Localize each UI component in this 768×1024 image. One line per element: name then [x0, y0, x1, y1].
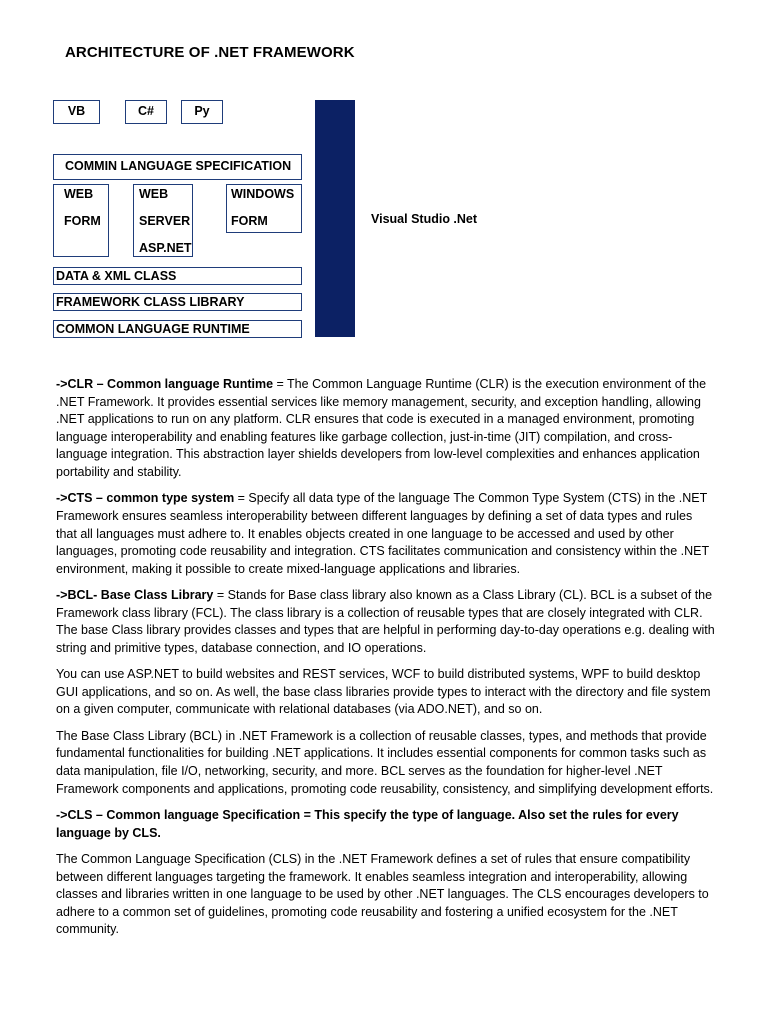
bcl-more-paragraph: The Base Class Library (BCL) in .NET Framework is a collection of reusable classes, types, and methods that provide fundamental functionalities for building .NET applications. It includes essential components for common tasks such as data manipulation, file I/O, networking, security, and more. BCL serves as the foundation for higher-level .NET Framework components and applications, promoting code reusability, consistency, and simplifying development efforts.	[56, 728, 714, 796]
web-form-line-2: FORM	[64, 214, 101, 228]
clr-heading: ->CLR – Common language Runtime	[56, 377, 274, 391]
cts-paragraph	[56, 490, 716, 578]
lang-box-csharp: C#	[125, 100, 167, 124]
clr-paragraph	[56, 376, 716, 482]
cts-heading: ->CTS – common type system	[56, 491, 235, 506]
lang-box-py: Py	[181, 100, 223, 124]
cls-box: COMMIN LANGUAGE SPECIFICATION	[53, 154, 302, 180]
bcl-text: = Stands for Base class library also known as a Class Library (CL). BCL is a subset of the Framework class library (FCL). The class library is a collection of reusable types that are closely integrated with CLR. The base Class library provides classes and types that are helpful in performing day-to-day operations e.g. dealing with string and primitive types, database connection, and IO operations.	[56, 588, 715, 655]
windows-form-line-2: FORM	[231, 214, 268, 228]
page-title: ARCHITECTURE OF .NET FRAMEWORK	[65, 44, 355, 61]
clr-box: COMMON LANGUAGE RUNTIME	[53, 320, 302, 338]
bcl-heading: ->BCL- Base Class Library	[56, 588, 214, 603]
visual-studio-bar	[315, 100, 355, 337]
web-form-box	[53, 184, 109, 257]
fcl-box: FRAMEWORK CLASS LIBRARY	[53, 293, 302, 311]
windows-form-box	[226, 184, 302, 233]
web-server-line-1: WEB	[139, 187, 169, 201]
web-server-box	[133, 184, 193, 257]
lang-box-vb: VB	[53, 100, 100, 124]
web-form-line-1: WEB	[64, 187, 94, 201]
cts-text: = Specify all data type of the language The Common Type System (CTS) in the .NET Framework ensures seamless interoperability between different languages by defining a set of data types and rules that all languages must adhere to. It enables objects created in one language to be accessed and used by other languages, promoting code reusability and integration. CTS facilitates communication and consistency within the .NET environment, making it possible to create mixed-language applications and libraries.	[56, 491, 709, 576]
cls-paragraph: The Common Language Specification (CLS) in the .NET Framework defines a set of rules that ensure compatibility between different languages targeting the framework. It enables seamless integration and interoperability, allowing classes and libraries written in one language to be used by other .NET languages. The CLS encourages developers to adhere to a common set of guidelines, promoting code reusability and fostering a unified ecosystem for the .NET community.	[56, 852, 709, 937]
bcl-paragraph	[56, 587, 716, 657]
document-body	[56, 376, 716, 948]
windows-form-line-1: WINDOWS	[231, 187, 295, 201]
web-server-line-3: ASP.NET	[139, 241, 192, 255]
web-server-line-2: SERVER	[139, 214, 191, 228]
data-xml-box: DATA & XML CLASS	[53, 267, 302, 285]
clr-text: = The Common Language Runtime (CLR) is the execution environment of the .NET Framework. It provides essential services like memory management, security, and exception handling, allowing .NET applications to run on any platform. CLR ensures that code is executed in a managed environment, promoting language interoperability and enabling features like garbage collection, just-in-time (JIT) compilation, and cross-language integration. This abstraction layer shields developers from low-level complexities and enhances application portability and stability.	[56, 377, 707, 479]
cls-heading: ->CLS – Common language Specification = This specify the type of language. Also set the rules for every language by CLS.	[56, 808, 679, 840]
aspnet-paragraph: You can use ASP.NET to build websites and REST services, WCF to build distributed systems, WPF to build desktop GUI applications, and so on. As well, the base class libraries provide types to interact with the directory and file system on a given computer, communicate with relational databases (via ADO.NET), and so on.	[56, 667, 711, 717]
visual-studio-label: Visual Studio .Net	[371, 212, 478, 226]
